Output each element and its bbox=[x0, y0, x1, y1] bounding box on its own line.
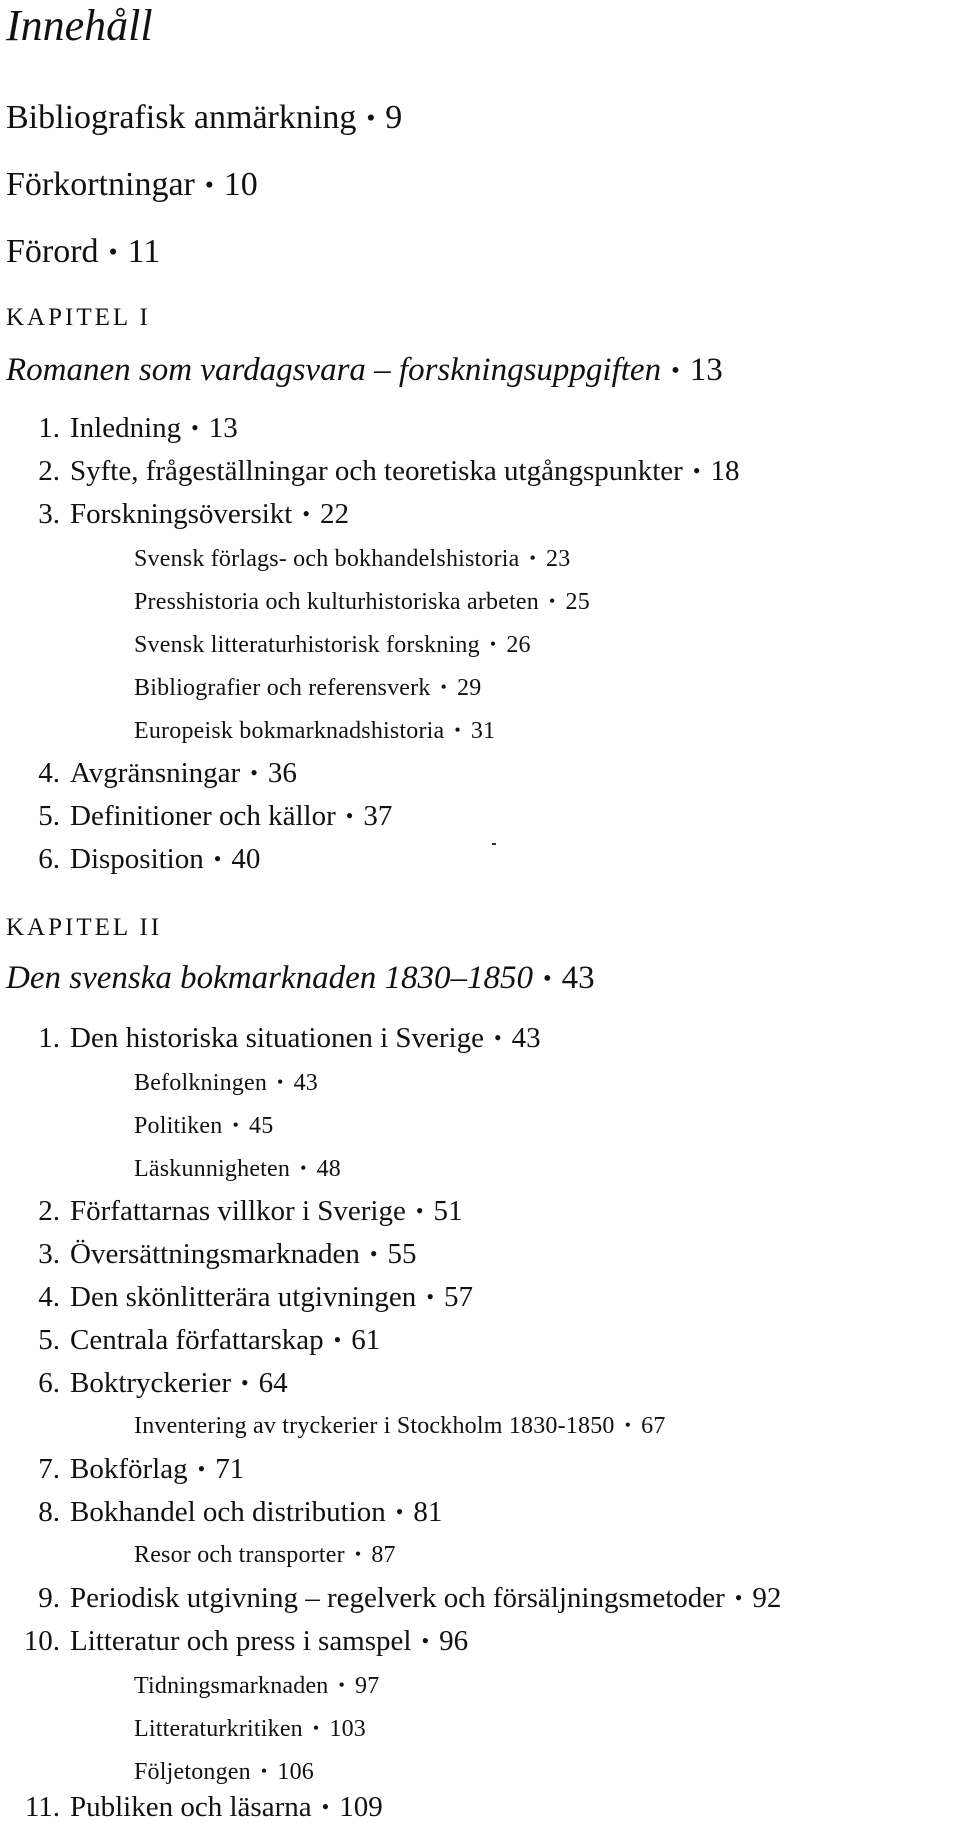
section-entry bbox=[38, 1193, 463, 1231]
section-number: 10. bbox=[23, 1625, 60, 1657]
entry-text: Den historiska situationen i Sverige bbox=[70, 1022, 484, 1054]
section-number: 5. bbox=[38, 800, 60, 832]
bullet: • bbox=[426, 1285, 434, 1309]
bullet: • bbox=[302, 502, 310, 526]
entry-page: 55 bbox=[387, 1238, 417, 1270]
bullet: • bbox=[395, 1500, 404, 1524]
entry-text: Befolkningen bbox=[134, 1070, 268, 1096]
entry-text: Bibliografisk anmärkning bbox=[6, 99, 357, 136]
toc-entry bbox=[6, 165, 258, 207]
bullet: • bbox=[692, 459, 701, 483]
section-entry bbox=[38, 798, 393, 836]
entry-page: 29 bbox=[457, 675, 482, 701]
page-title: Innehåll bbox=[6, 1, 153, 50]
entry-text: Periodisk utgivning – regelverk och försäljningsmetoder bbox=[70, 1582, 725, 1614]
entry-page: 9 bbox=[385, 99, 403, 136]
entry-page: 13 bbox=[208, 412, 238, 444]
entry-page: 43 bbox=[293, 1070, 318, 1096]
bullet: • bbox=[366, 103, 376, 132]
entry-text: Den skönlitterära utgivningen bbox=[70, 1281, 417, 1313]
entry-page: 25 bbox=[565, 589, 590, 615]
section-entry bbox=[38, 1322, 381, 1360]
bullet: • bbox=[338, 1675, 346, 1695]
bullet: • bbox=[440, 677, 448, 697]
bullet: • bbox=[213, 847, 222, 871]
bullet: • bbox=[494, 1026, 502, 1050]
subsection-entry bbox=[134, 1068, 318, 1099]
subsection-entry bbox=[134, 1411, 666, 1442]
chapter-label: KAPITEL II bbox=[6, 914, 163, 941]
section-number: 9. bbox=[38, 1582, 60, 1614]
bullet: • bbox=[369, 1242, 378, 1266]
bullet: • bbox=[421, 1629, 430, 1653]
subsection-entry bbox=[134, 673, 481, 704]
bullet: • bbox=[241, 1371, 249, 1395]
subsection-entry bbox=[134, 1111, 273, 1142]
subsection-entry bbox=[134, 544, 570, 575]
entry-page: 36 bbox=[267, 757, 297, 789]
bullet: • bbox=[624, 1415, 632, 1435]
section-entry bbox=[38, 1236, 417, 1274]
chapter-label: KAPITEL I bbox=[6, 304, 151, 331]
section-number: 6. bbox=[38, 1367, 60, 1399]
section-number: 3. bbox=[38, 498, 60, 530]
chapter-title-text: Romanen som vardagsvara – forskningsuppgiften bbox=[6, 352, 662, 388]
entry-text: Resor och transporter bbox=[134, 1542, 345, 1568]
section-number: 4. bbox=[38, 1281, 60, 1313]
entry-page: 57 bbox=[443, 1281, 473, 1313]
entry-text: Följetongen bbox=[134, 1759, 251, 1785]
entry-page: 106 bbox=[277, 1759, 314, 1785]
section-entry bbox=[38, 410, 238, 448]
subsection-entry bbox=[134, 1757, 314, 1788]
bullet: • bbox=[250, 761, 258, 785]
section-number: 6. bbox=[38, 843, 60, 875]
section-number: 8. bbox=[38, 1496, 60, 1528]
section-number: 4. bbox=[38, 757, 60, 789]
bullet: • bbox=[354, 1544, 362, 1564]
chapter-title bbox=[6, 958, 595, 1001]
entry-page: 43 bbox=[511, 1022, 541, 1054]
entry-text: Publiken och läsarna bbox=[70, 1791, 312, 1823]
entry-text: Politiken bbox=[134, 1113, 223, 1139]
bullet: • bbox=[454, 720, 461, 740]
section-number: 3. bbox=[38, 1238, 60, 1270]
subsection-entry bbox=[134, 716, 495, 747]
entry-page: 37 bbox=[363, 800, 393, 832]
bullet: • bbox=[671, 357, 680, 384]
entry-text: Avgränsningar bbox=[70, 757, 241, 789]
entry-text: Bokförlag bbox=[70, 1453, 188, 1485]
entry-page: 22 bbox=[319, 498, 349, 530]
subsection-entry bbox=[134, 1671, 379, 1702]
print-mark bbox=[492, 843, 496, 845]
entry-page: 71 bbox=[215, 1453, 245, 1485]
bullet: • bbox=[312, 1718, 320, 1738]
section-number: 2. bbox=[38, 455, 60, 487]
section-entry bbox=[38, 755, 297, 793]
entry-page: 11 bbox=[127, 233, 161, 270]
section-entry bbox=[38, 841, 261, 879]
entry-text: Tidningsmarknaden bbox=[134, 1673, 329, 1699]
section-number: 7. bbox=[38, 1453, 60, 1485]
bullet: • bbox=[197, 1457, 206, 1481]
section-number: 1. bbox=[38, 412, 60, 444]
bullet: • bbox=[333, 1328, 342, 1352]
entry-text: Disposition bbox=[70, 843, 204, 875]
bullet: • bbox=[277, 1072, 284, 1092]
entry-text: Svensk litteraturhistorisk forskning bbox=[134, 632, 480, 658]
section-entry bbox=[38, 1580, 782, 1618]
bullet: • bbox=[345, 804, 354, 828]
bullet: • bbox=[549, 591, 556, 611]
section-entry bbox=[38, 1279, 473, 1317]
entry-page: 61 bbox=[351, 1324, 381, 1356]
entry-text: Syfte, frågeställningar och teoretiska utgångspunkter bbox=[70, 455, 683, 487]
bullet: • bbox=[489, 634, 497, 654]
bullet: • bbox=[734, 1586, 743, 1610]
bullet: • bbox=[542, 965, 552, 992]
entry-page: 10 bbox=[223, 166, 258, 203]
subsection-entry bbox=[134, 1714, 366, 1745]
section-entry bbox=[38, 1020, 541, 1058]
section-entry bbox=[38, 1494, 443, 1532]
entry-page: 103 bbox=[329, 1716, 366, 1742]
bullet: • bbox=[415, 1199, 424, 1223]
section-number: 5. bbox=[38, 1324, 60, 1356]
entry-text: Bibliografier och referensverk bbox=[134, 675, 431, 701]
entry-page: 87 bbox=[371, 1542, 396, 1568]
entry-page: 81 bbox=[413, 1496, 443, 1528]
entry-page: 64 bbox=[258, 1367, 288, 1399]
bullet: • bbox=[321, 1795, 330, 1819]
subsection-entry bbox=[134, 1154, 341, 1185]
toc-entry bbox=[6, 232, 160, 274]
entry-page: 40 bbox=[231, 843, 261, 875]
section-entry bbox=[24, 1789, 383, 1827]
section-entry bbox=[38, 453, 740, 491]
chapter-title bbox=[6, 350, 723, 393]
section-number: 2. bbox=[38, 1195, 60, 1227]
bullet: • bbox=[260, 1761, 268, 1781]
subsection-entry bbox=[134, 630, 531, 661]
entry-text: Centrala författarskap bbox=[70, 1324, 324, 1356]
entry-page: 18 bbox=[710, 455, 740, 487]
entry-text: Läskunnigheten bbox=[134, 1156, 291, 1182]
entry-page: 97 bbox=[355, 1673, 380, 1699]
entry-text: Förkortningar bbox=[6, 166, 195, 203]
entry-text: Litteratur och press i samspel bbox=[70, 1625, 412, 1657]
section-entry bbox=[23, 1623, 469, 1661]
entry-page: 67 bbox=[641, 1413, 666, 1439]
entry-page: 26 bbox=[506, 632, 531, 658]
bullet: • bbox=[108, 237, 118, 266]
entry-page: 92 bbox=[752, 1582, 782, 1614]
entry-text: Definitioner och källor bbox=[70, 800, 336, 832]
entry-text: Svensk förlags- och bokhandelshistoria bbox=[134, 546, 520, 572]
entry-text: Boktryckerier bbox=[70, 1367, 232, 1399]
bullet: • bbox=[529, 548, 537, 568]
section-entry bbox=[38, 1365, 288, 1403]
bullet: • bbox=[204, 170, 214, 199]
subsection-entry bbox=[134, 587, 590, 618]
entry-text: Europeisk bokmarknadshistoria bbox=[134, 718, 445, 744]
chapter-page: 13 bbox=[689, 352, 723, 388]
bullet: • bbox=[300, 1158, 307, 1178]
entry-text: Författarnas villkor i Sverige bbox=[70, 1195, 406, 1227]
entry-text: Inledning bbox=[70, 412, 182, 444]
entry-text: Bokhandel och distribution bbox=[70, 1496, 386, 1528]
entry-text: Litteraturkritiken bbox=[134, 1716, 303, 1742]
section-number: 1. bbox=[38, 1022, 60, 1054]
entry-text: Översättningsmarknaden bbox=[70, 1238, 360, 1270]
entry-page: 23 bbox=[546, 546, 571, 572]
entry-text: Forskningsöversikt bbox=[70, 498, 293, 530]
entry-text: Förord bbox=[6, 233, 99, 270]
chapter-title-text: Den svenska bokmarknaden 1830–1850 bbox=[6, 960, 533, 996]
subsection-entry bbox=[134, 1540, 396, 1571]
chapter-page: 43 bbox=[561, 960, 595, 996]
entry-page: 48 bbox=[316, 1156, 342, 1182]
entry-page: 31 bbox=[470, 718, 496, 744]
toc-entry bbox=[6, 98, 402, 140]
bullet: • bbox=[191, 416, 199, 440]
section-entry bbox=[38, 496, 349, 534]
entry-page: 109 bbox=[339, 1791, 383, 1823]
entry-page: 45 bbox=[249, 1113, 274, 1139]
bullet: • bbox=[232, 1115, 239, 1135]
section-number: 11. bbox=[24, 1791, 60, 1823]
entry-page: 96 bbox=[439, 1625, 469, 1657]
entry-text: Inventering av tryckerier i Stockholm 1830-1850 bbox=[134, 1413, 615, 1439]
entry-page: 51 bbox=[433, 1195, 463, 1227]
section-entry bbox=[38, 1451, 245, 1489]
entry-text: Presshistoria och kulturhistoriska arbeten bbox=[134, 589, 539, 615]
